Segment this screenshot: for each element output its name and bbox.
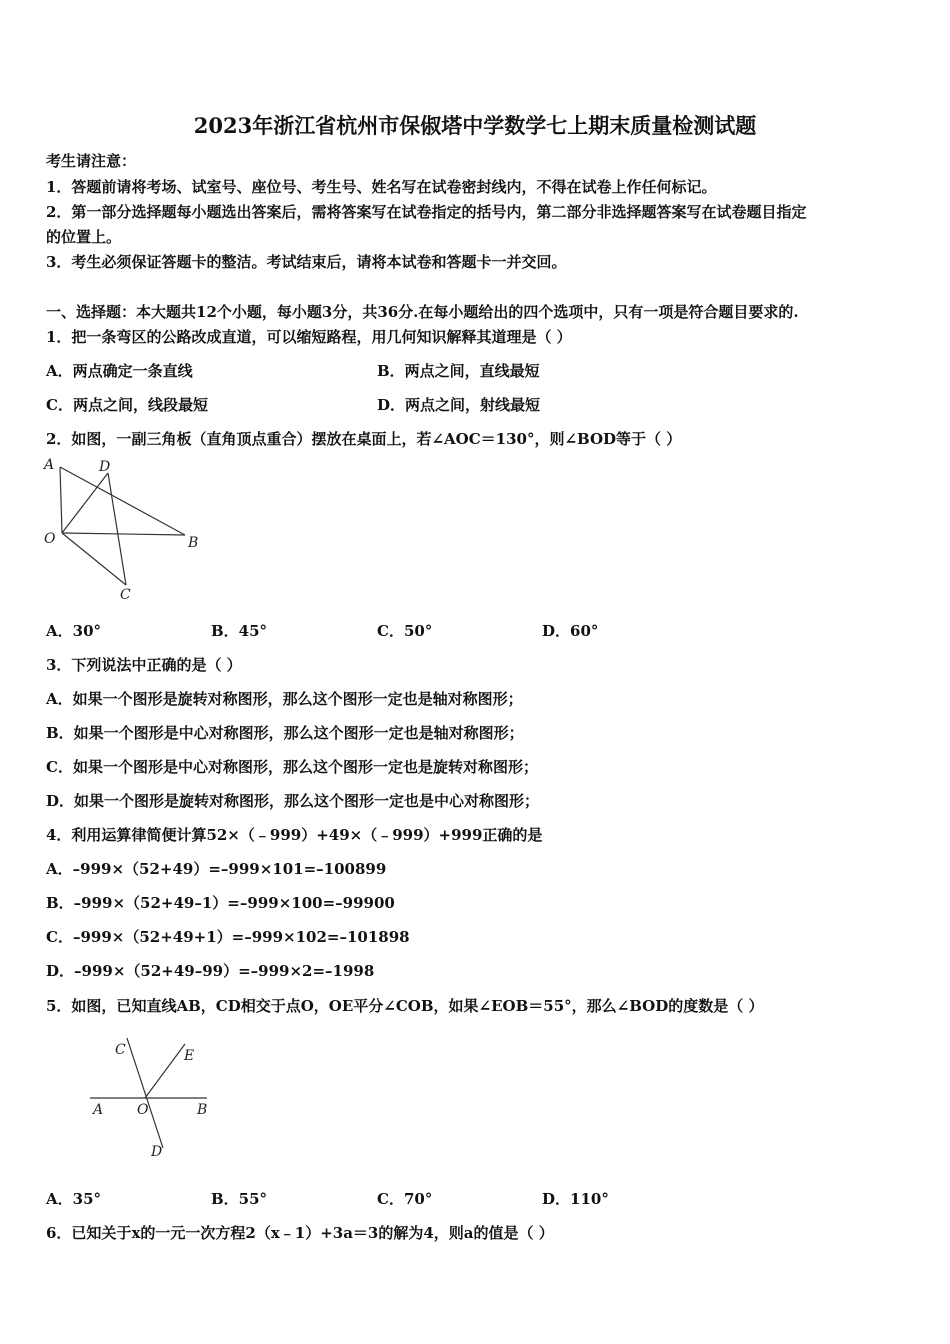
page-title: 2023年浙江省杭州市保俶塔中学数学七上期末质量检测试题 bbox=[193, 113, 757, 138]
question-stem: 2．如图，一副三角板（直角顶点重合）摆放在桌面上，若∠AOC＝130°，则∠BOD等于（ ） bbox=[46, 430, 682, 448]
notice-item: 3．考生必须保证答题卡的整洁。考试结束后，请将本试卷和答题卡一并交回。 bbox=[46, 253, 567, 271]
option: A．35° bbox=[46, 1190, 102, 1208]
label-E: E bbox=[184, 1048, 195, 1064]
notice-item: 2．第一部分选择题每小题选出答案后，需将答案写在试卷指定的括号内，第二部分非选择题答案写在试卷题目指定 bbox=[46, 203, 807, 221]
option: C．70° bbox=[377, 1190, 433, 1208]
option: A．–999×（52+49）=–999×101=–100899 bbox=[46, 860, 387, 878]
option: D．–999×（52+49–99）=–999×2=–1998 bbox=[46, 962, 375, 980]
label-O: O bbox=[44, 531, 56, 547]
label-O: O bbox=[137, 1102, 149, 1118]
notice-heading: 考生请注意： bbox=[46, 152, 137, 170]
notice-item: 1．答题前请将考场、试室号、座位号、考生号、姓名写在试卷密封线内，不得在试卷上作任何标记。 bbox=[46, 178, 717, 196]
option: A．如果一个图形是旋转对称图形，那么这个图形一定也是轴对称图形； bbox=[46, 690, 523, 708]
option: D．60° bbox=[542, 622, 599, 640]
option: B．45° bbox=[211, 622, 268, 640]
notice-item: 的位置上。 bbox=[46, 228, 122, 246]
option: C．两点之间，线段最短 bbox=[46, 396, 208, 414]
option: D．110° bbox=[542, 1190, 609, 1208]
option: D．两点之间，射线最短 bbox=[377, 396, 541, 414]
option: D．如果一个图形是旋转对称图形，那么这个图形一定也是中心对称图形； bbox=[46, 792, 540, 810]
option: B．如果一个图形是中心对称图形，那么这个图形一定也是轴对称图形； bbox=[46, 724, 524, 742]
label-C: C bbox=[120, 587, 131, 603]
q5-intersecting-lines-figure bbox=[85, 1030, 215, 1165]
label-B: B bbox=[188, 535, 199, 551]
question-stem: 5．如图，已知直线AB，CD相交于点O，OE平分∠COB，如果∠EOB＝55°，那么∠BOD的度数是（ ） bbox=[46, 997, 764, 1015]
option: A．30° bbox=[46, 622, 102, 640]
label-B: B bbox=[197, 1102, 208, 1118]
label-D: D bbox=[151, 1144, 163, 1160]
question-stem: 6．已知关于x的一元一次方程2（x﹣1）+3a＝3的解为4，则a的值是（ ） bbox=[46, 1224, 554, 1242]
label-A: A bbox=[93, 1102, 104, 1118]
label-D: D bbox=[99, 459, 111, 475]
q2-triangle-figure bbox=[40, 455, 210, 605]
option: B．–999×（52+49–1）=–999×100=–99900 bbox=[46, 894, 395, 912]
option: C．–999×（52+49+1）=–999×102=–101898 bbox=[46, 928, 410, 946]
label-A: A bbox=[44, 457, 55, 473]
question-stem: 4．利用运算律简便计算52×（﹣999）+49×（﹣999）+999正确的是 bbox=[46, 826, 543, 844]
question-stem: 1．把一条弯区的公路改成直道，可以缩短路程，用几何知识解释其道理是（ ） bbox=[46, 328, 572, 346]
section-heading: 一、选择题：本大题共12个小题，每小题3分，共36分.在每小题给出的四个选项中，只有一项是符合题目要求的. bbox=[46, 303, 799, 321]
option: A．两点确定一条直线 bbox=[46, 362, 193, 380]
option: B．55° bbox=[211, 1190, 268, 1208]
label-C: C bbox=[115, 1042, 126, 1058]
question-stem: 3．下列说法中正确的是（ ） bbox=[46, 656, 242, 674]
option: B．两点之间，直线最短 bbox=[377, 362, 540, 380]
option: C．如果一个图形是中心对称图形，那么这个图形一定也是旋转对称图形； bbox=[46, 758, 538, 776]
option: C．50° bbox=[377, 622, 433, 640]
